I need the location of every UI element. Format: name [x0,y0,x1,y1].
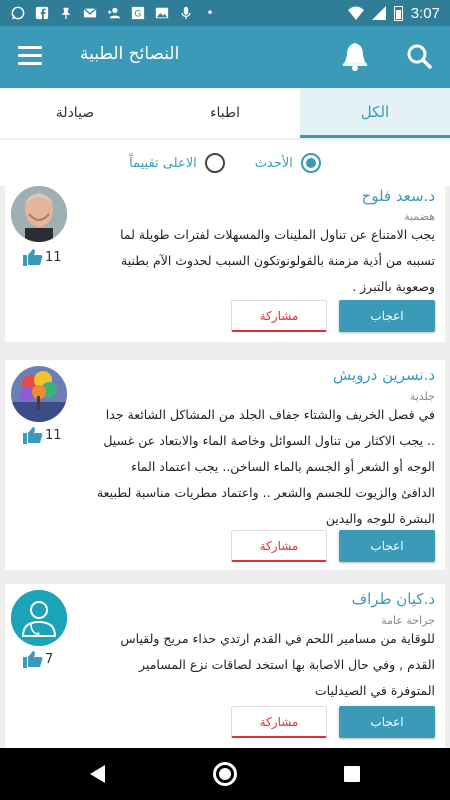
add-person-icon [106,6,122,20]
advice-text: للوقاية من مسامير اللحم في القدم ارتدي حذاء مريح ولقياس القدم , وفي حال الاصابة بها استخد لصاقات نزع المسامير المتوفرة في الصيدليات [120,631,435,698]
doctor-name[interactable]: د.سعد فلوح [361,187,435,205]
advice-text: يجب الامتناع عن تناول الملينات والمسهلات لفترات طويلة لما تسببه من أذية مزمنة بالقولونوتكون السبب لحدوث الآم بطنية وصعوبة بالتبرز . [120,227,435,294]
sort-top-rated-option[interactable] [129,153,225,173]
sort-newest-option[interactable] [255,153,321,173]
like-button[interactable]: اعجاب [339,706,435,738]
battery-icon [394,6,403,21]
doctor-placeholder-icon [11,590,67,646]
doctor-name[interactable]: د.كيان طراف [351,590,435,608]
home-icon[interactable] [213,762,237,786]
bell-icon[interactable] [340,40,370,72]
like-button[interactable]: اعجاب [339,530,435,562]
doctor-specialty: جراحة عامة [381,614,435,627]
advice-feed[interactable] [0,186,450,748]
pin-icon [58,6,74,20]
status-bar [0,0,450,26]
svg-text:G: G [134,8,142,19]
doctor-avatar[interactable] [11,186,67,242]
like-count-value: 11 [45,427,62,443]
mic-icon [178,6,194,20]
tab-all[interactable]: الكل [300,88,450,138]
share-button[interactable]: مشاركة [231,706,327,738]
tab-bar [0,88,450,138]
advice-text: في فصل الخريف والشتاء جفاف الجلد من المشاكل الشائعة جدا .. يجب الاكثار من تناول السوائل وخاصة الماء والابتعاد عن غسيل الوجه أو الشعر أو الجسم بالماء الساخن.. يجب اعتماد الماء الدافئ والزيوت للجسم والشعر .. واعتماد مطريات مناسبة لطبيعة البشرة للوجه واليدين [96,407,435,526]
tab-doctors[interactable]: اطباء [209,105,241,121]
sort-filter [0,140,450,186]
radio-top-rated[interactable] [205,153,225,173]
advice-card [5,186,445,342]
like-count [23,426,62,444]
doctor-specialty: هضمية [404,210,435,223]
search-icon[interactable] [405,42,433,70]
wifi-icon [348,6,364,20]
menu-icon[interactable] [18,46,42,66]
tree-avatar-icon [11,366,67,422]
doctor-photo-icon [11,186,67,242]
back-icon[interactable] [90,765,105,783]
signal-icon [372,6,386,20]
more-icon: • [206,6,214,20]
app-title: النصائح الطبية [80,44,180,64]
share-button[interactable]: مشاركة [231,530,327,562]
thumbs-up-icon [23,426,43,444]
sort-top-rated-label: الاعلى تقييماً [129,155,197,171]
system-nav-bar [0,748,450,800]
like-button[interactable]: اعجاب [339,300,435,332]
notification-icons [10,6,218,20]
doctor-name[interactable]: د.نسرين درويش [332,366,435,384]
system-status [348,5,440,22]
thumbs-up-icon [23,650,43,668]
tab-pharmacists[interactable]: صيادلة [55,105,95,121]
thumbs-up-icon [23,248,43,266]
facebook-icon [34,6,50,20]
app-bar [0,26,450,88]
advice-card [5,360,445,570]
like-count-value: 11 [45,249,62,265]
share-button[interactable]: مشاركة [231,300,327,332]
doctor-avatar[interactable] [11,366,67,422]
doctor-avatar[interactable] [11,590,67,646]
advice-card [5,584,445,748]
like-count-value: 7 [45,651,54,667]
doctor-specialty: جلدية [409,390,435,403]
maps-icon [130,6,146,20]
sort-newest-label: الأحدث [254,155,293,171]
gmail-icon [82,6,98,20]
image-icon [154,6,170,20]
recent-apps-icon[interactable] [344,766,360,782]
whatsapp-icon [10,6,26,20]
radio-newest[interactable] [301,153,321,173]
like-count [23,248,62,266]
like-count [23,650,53,668]
clock: 3:07 [410,4,440,22]
